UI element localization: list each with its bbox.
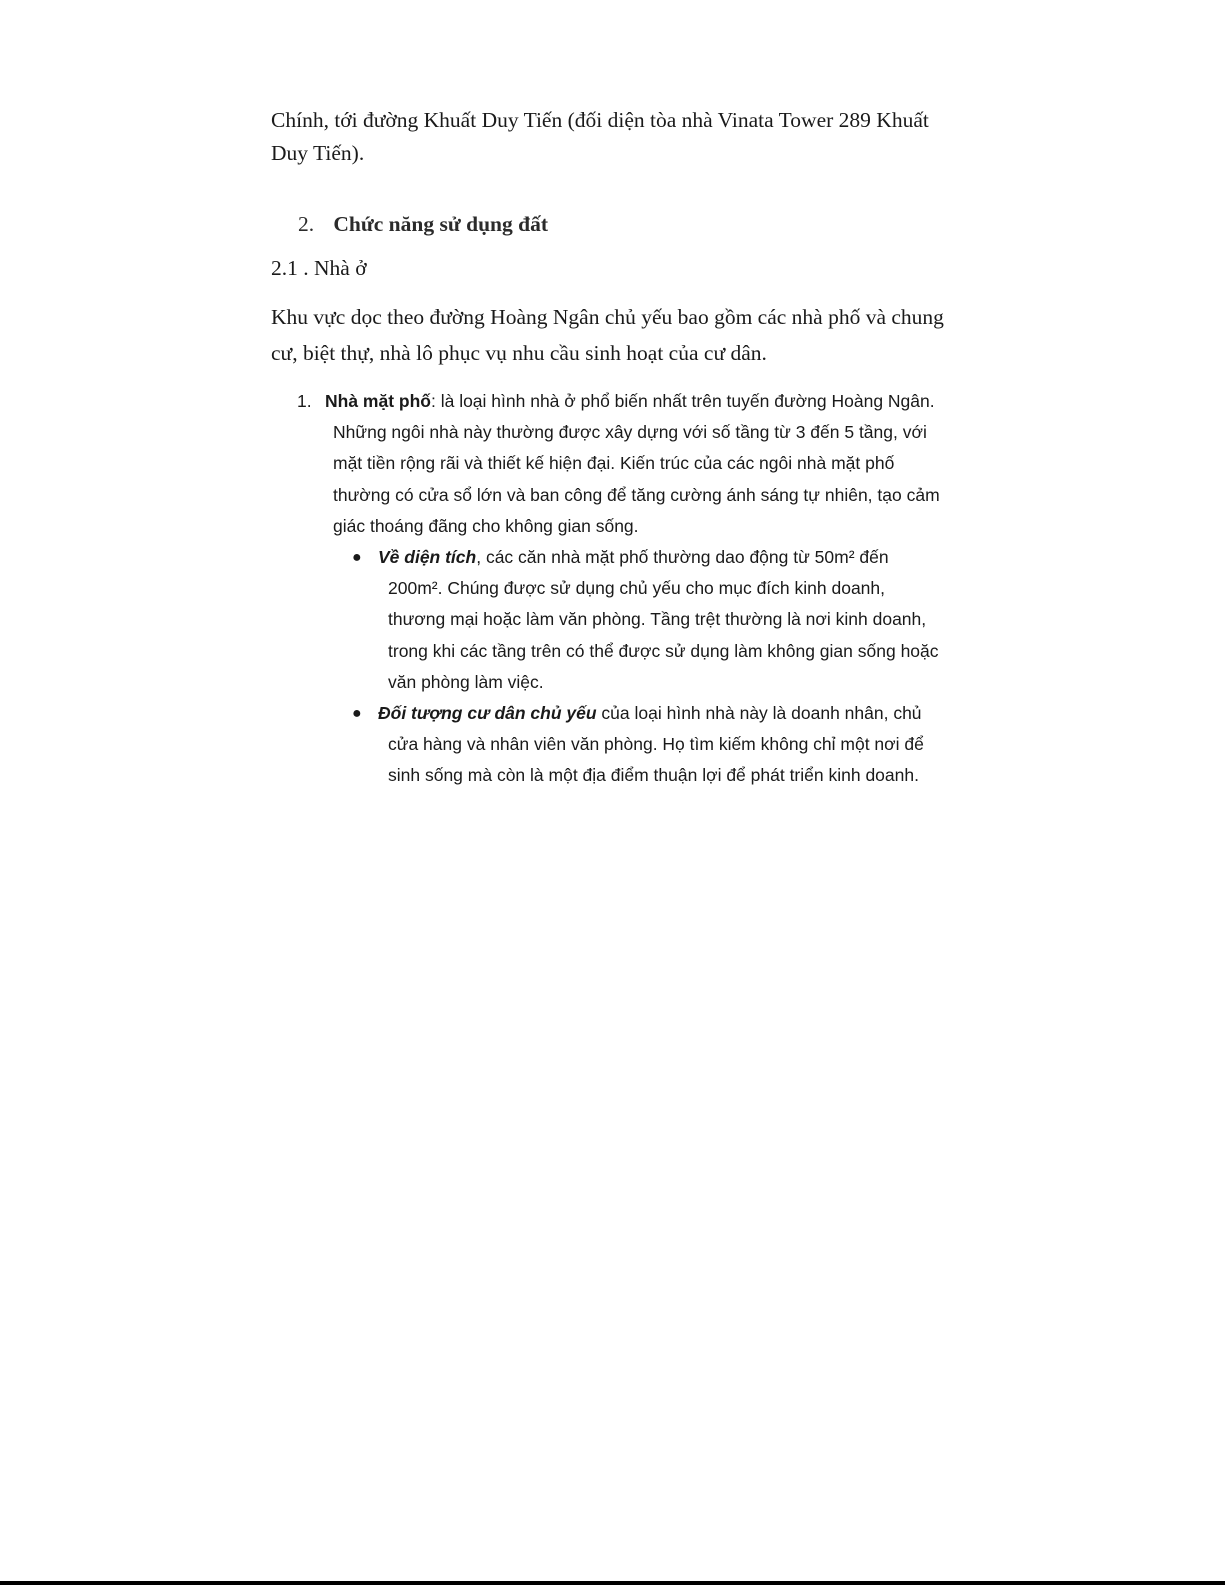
bullet-term: Đối tượng cư dân chủ yếu: [378, 703, 597, 723]
subsection-heading: 2.1 . Nhà ở: [271, 256, 367, 280]
page-bottom-border: [0, 1581, 1225, 1585]
section-number: 2.: [298, 212, 315, 236]
bullet-dot-icon: ●: [352, 549, 362, 566]
bullet-body: [362, 542, 942, 698]
bullet-text: , các căn nhà mặt phố thường dao động từ 50m² đến 200m². Chúng được sử dụng chủ yếu cho mục đích kinh doanh, thương mại hoặc làm văn phòng. Tầng trệt thường là nơi kinh doanh, trong khi các tầng trên có thể được sử dụng làm không gian sống hoặc văn phòng làm việc.: [388, 547, 939, 692]
bullet-text: của loại hình nhà này là doanh nhân, chủ cửa hàng và nhân viên văn phòng. Họ tìm kiếm không chỉ một nơi để sinh sống mà còn là một địa điểm thuận lợi để phát triển kinh doanh.: [388, 703, 924, 786]
list-item-text: : là loại hình nhà ở phổ biến nhất trên tuyến đường Hoàng Ngân. Những ngôi nhà này thường được xây dựng với số tầng từ 3 đến 5 tầng, với mặt tiền rộng rãi và thiết kế hiện đại. Kiến trúc của các ngôi nhà mặt phố thường có cửa sổ lớn và ban công để tăng cường ánh sáng tự nhiên, tạo cảm giác thoáng đãng cho không gian sống.: [333, 391, 940, 536]
bullet-dot-icon: ●: [352, 705, 362, 722]
list-item-term: Nhà mặt phố: [325, 391, 431, 411]
list-marker: 1.: [297, 391, 312, 411]
list-item: [297, 386, 947, 542]
bullet-body: [362, 698, 942, 792]
bullet-item: [352, 542, 942, 698]
list-item-body: [305, 386, 947, 542]
section-title: Chức năng sử dụng đất: [333, 212, 548, 236]
section-heading: [298, 211, 898, 239]
bullet-term: Về diện tích: [378, 547, 477, 567]
intro-paragraph: Chính, tới đường Khuất Duy Tiến (đối diện tòa nhà Vinata Tower 289 Khuất Duy Tiến).: [271, 108, 929, 165]
body-paragraph: Khu vực dọc theo đường Hoàng Ngân chủ yếu bao gồm các nhà phố và chung cư, biệt thự, nhà lô phục vụ nhu cầu sinh hoạt của cư dân.: [271, 305, 944, 365]
bullet-item: [352, 698, 942, 792]
